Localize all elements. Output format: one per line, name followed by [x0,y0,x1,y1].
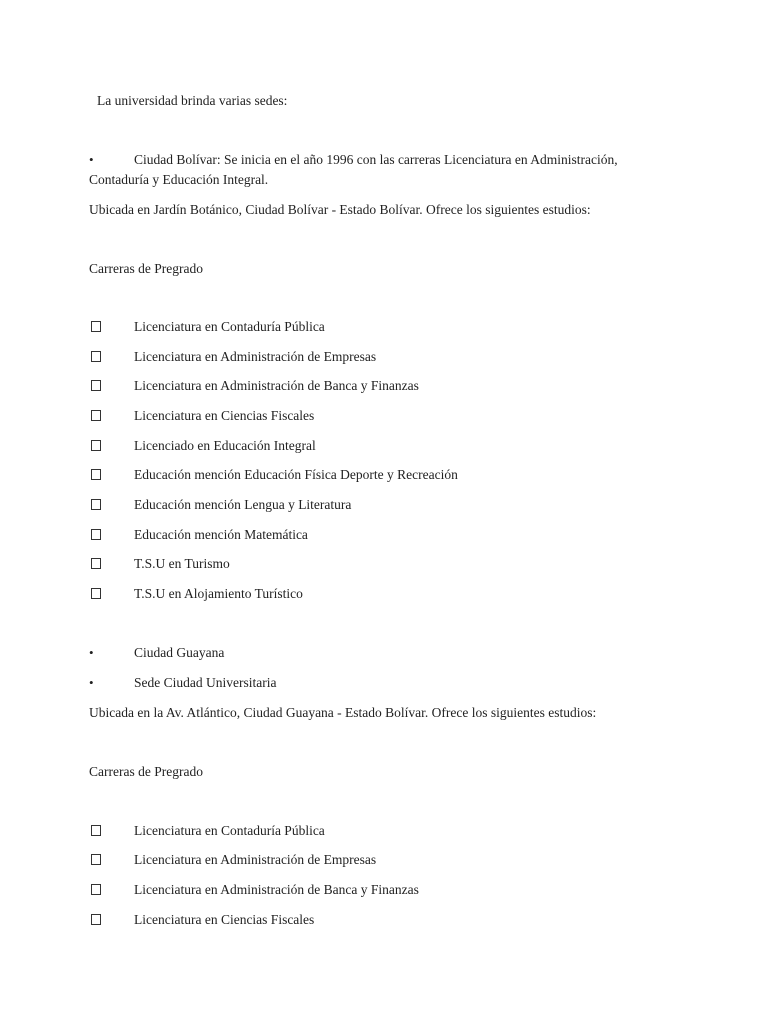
sede1-description-line1: Ciudad Bolívar: Se inicia en el año 1996 con las carreras Licenciatura en Administración, [134,152,618,167]
checkbox-icon [89,851,119,869]
sede2-program: Licenciatura en Administración de Empresas [134,852,377,867]
sede1-program: Educación mención Educación Física Deporte y Recreación [134,467,458,482]
sede1-programs-heading: Carreras de Pregrado [89,261,203,276]
sede1-program: Educación mención Matemática [134,527,308,542]
checkbox-icon [89,437,119,455]
sede1-program: Licenciatura en Contaduría Pública [134,319,325,334]
checkbox-icon [89,348,119,366]
checkbox-icon [89,555,119,573]
checkbox-icon [89,526,119,544]
sede2-bullet-item: Sede Ciudad Universitaria [134,675,277,690]
sede1-program: T.S.U en Turismo [134,556,230,571]
sede2-program: Licenciatura en Ciencias Fiscales [134,912,315,927]
bullet-icon: • [89,152,94,167]
checkbox-icon [89,407,119,425]
checkbox-icon [89,822,119,840]
checkbox-icon [89,585,119,603]
sede2-program: Licenciatura en Contaduría Pública [134,823,325,838]
checkbox-icon [89,377,119,395]
checkbox-icon [89,496,119,514]
sede2-location: Ubicada en la Av. Atlántico, Ciudad Guayana - Estado Bolívar. Ofrece los siguientes estudios: [89,705,597,720]
sede1-program: Educación mención Lengua y Literatura [134,497,352,512]
sede1-description-line2: Contaduría y Educación Integral. [89,172,269,187]
bullet-icon: • [89,675,94,690]
bullet-icon: • [89,645,94,660]
checkbox-icon [89,911,119,929]
checkbox-icon [89,881,119,899]
sede1-program: Licenciatura en Administración de Empresas [134,349,377,364]
sede2-program: Licenciatura en Administración de Banca y Finanzas [134,882,419,897]
intro-text: La universidad brinda varias sedes: [97,93,288,108]
checkbox-icon [89,318,119,336]
sede1-program: T.S.U en Alojamiento Turístico [134,586,303,601]
sede2-programs-heading: Carreras de Pregrado [89,764,203,779]
sede2-bullet-item: Ciudad Guayana [134,645,225,660]
sede1-program: Licenciatura en Ciencias Fiscales [134,408,315,423]
sede1-program: Licenciado en Educación Integral [134,438,316,453]
sede1-program: Licenciatura en Administración de Banca y Finanzas [134,378,419,393]
checkbox-icon [89,466,119,484]
sede1-location: Ubicada en Jardín Botánico, Ciudad Bolívar - Estado Bolívar. Ofrece los siguientes estudios: [89,202,591,217]
